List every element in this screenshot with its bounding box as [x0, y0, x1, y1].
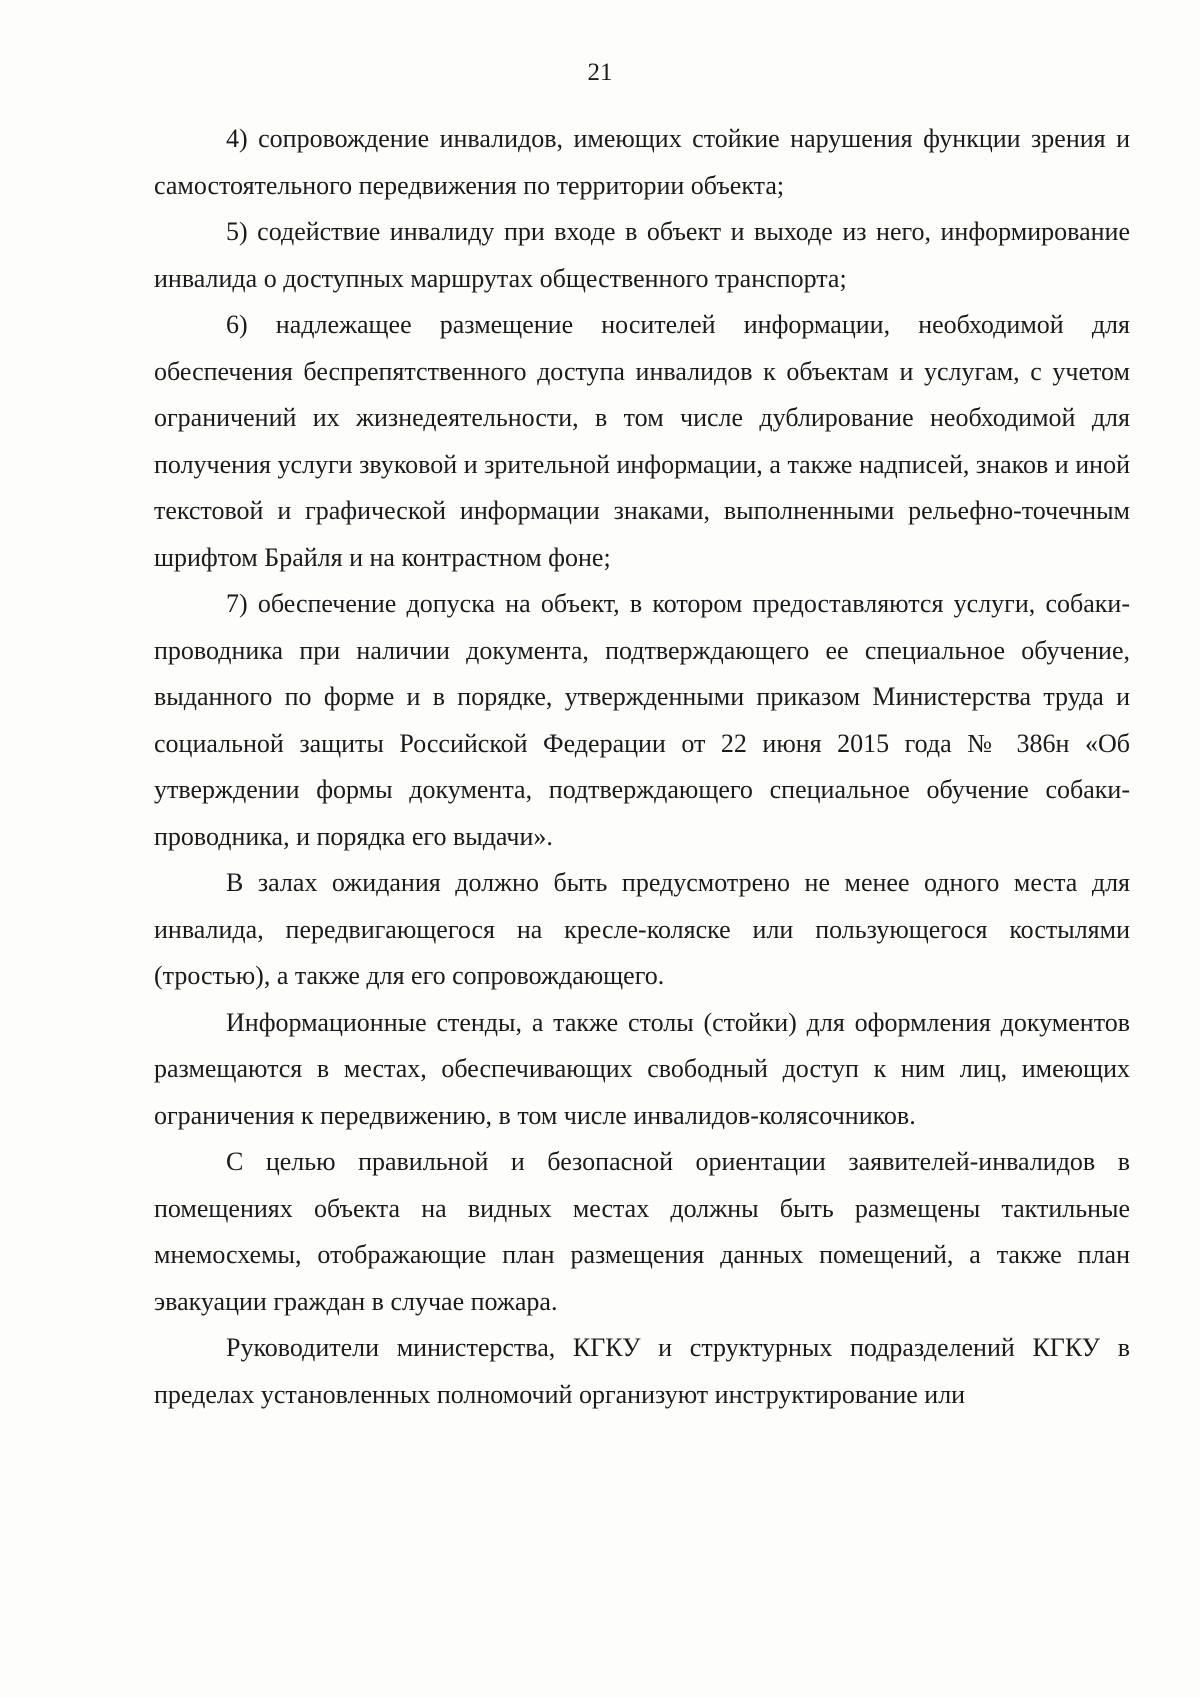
paragraph-item-6: 6) надлежащее размещение носителей информации, необходимой для обеспечения беспрепятственного доступа инвалидов к объектам и услугам, с учетом ограничений их жизнедеятельности, в том числе дублирование необходимой для получения услуги звуковой и зрительной информации, а также надписей, знаков и иной текстовой и графической информации знаками, выполненными рельефно-точечным шрифтом Брайля и на контрастном фоне; [154, 310, 1130, 572]
paragraph-heads-instruction: Руководители министерства, КГКУ и структурных подразделений КГКУ в пределах установленных полномочий организуют инструктирование или [154, 1333, 1130, 1409]
paragraph-tactile-schemes: С целью правильной и безопасной ориентации заявителей-инвалидов в помещениях объекта на видных местах должны быть размещены тактильные мнемосхемы, отображающие план размещения данных помещений, а также план эвакуации граждан в случае пожара. [154, 1147, 1130, 1316]
paragraph-item-7: 7) обеспечение допуска на объект, в котором предоставляются услуги, собаки-проводника при наличии документа, подтверждающего ее специальное обучение, выданного по форме и в порядке, утвержденными приказом Министерства труда и социальной защиты Российской Федерации от 22 июня 2015 года № 386н «Об утверждении формы документа, подтверждающего специальное обучение собаки-проводника, и порядка его выдачи». [154, 589, 1130, 851]
paragraph-waiting-rooms: В залах ожидания должно быть предусмотрено не менее одного места для инвалида, передвигающегося на кресле-коляске или пользующегося костылями (тростью), а также для его сопровождающего. [154, 868, 1130, 990]
paragraph-info-stands: Информационные стенды, а также столы (стойки) для оформления документов размещаются в местах, обеспечивающих свободный доступ к ним лиц, имеющих ограничения к передвижению, в том числе инвалидов-колясочников. [154, 1007, 1130, 1130]
paragraph-item-4: 4) сопровождение инвалидов, имеющих стойкие нарушения функции зрения и самостоятельного передвижения по территории объекта; [154, 124, 1130, 200]
paragraph-item-5: 5) содействие инвалиду при входе в объект и выходе из него, информирование инвалида о доступных маршрутах общественного транспорта; [154, 217, 1130, 293]
page-number: 21 [587, 59, 613, 86]
document-body [154, 116, 1130, 1418]
